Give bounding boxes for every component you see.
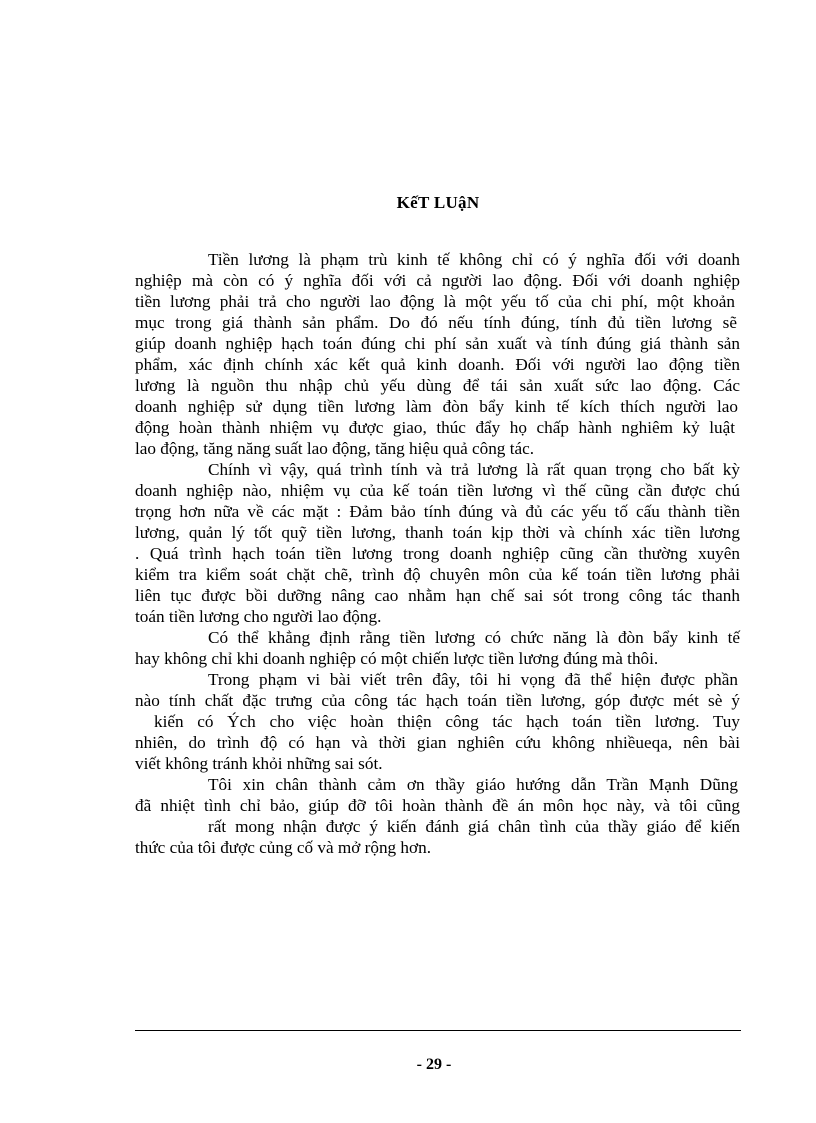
body-line: kiến có Ých cho việc hoàn thiện công tác hạch toán tiền lương. Tuy [154, 712, 740, 731]
footer-rule [135, 1030, 741, 1031]
body-line: lương, quản lý tốt quỹ tiền lương, thanh toán kịp thời và chính xác tiền lương [135, 523, 740, 542]
body-line: liên tục được bồi dưỡng nâng cao nhằm hạn chế sai sót trong công tác thanh [135, 586, 740, 605]
body-line: doanh nghiệp sử dụng tiền lương làm đòn bẩy kinh tế kích thích người lao [135, 397, 738, 416]
body-line: toán tiền lương cho người lao động. [135, 607, 382, 626]
body-line: viết không tránh khỏi những sai sót. [135, 754, 383, 773]
body-line: Trong phạm vi bài viết trên đây, tôi hi vọng đã thể hiện được phần [208, 670, 738, 689]
body-line: kiểm tra kiểm soát chặt chẽ, trình độ chuyên môn của kế toán tiền lương phải [135, 565, 740, 584]
body-line: giúp doanh nghiệp hạch toán đúng chi phí sản xuất và tính đúng giá thành sản [135, 334, 740, 353]
body-line: Tôi xin chân thành cảm ơn thầy giáo hướng dẫn Trần Mạnh Dũng [208, 775, 738, 794]
body-line: lương là nguồn thu nhập chủ yếu dùng để tái sản xuất sức lao động. Các [135, 376, 740, 395]
body-line: thức của tôi được củng cố và mở rộng hơn. [135, 838, 431, 857]
body-line: tiền lương phải trả cho người lao động là một yếu tố của chi phí, một khoản [135, 292, 735, 311]
page-number: - 29 - [416, 1056, 452, 1073]
body-line: doanh nghiệp nào, nhiệm vụ của kế toán tiền lương vì thế cũng cần được chú [135, 481, 740, 500]
body-line: nghiệp mà còn có ý nghĩa đối với cả người lao động. Đối với doanh nghiệp [135, 271, 740, 290]
body-line: mục trong giá thành sản phẩm. Do đó nếu tính đúng, tính đủ tiền lương sẽ [135, 313, 737, 332]
body-line: Tiền lương là phạm trù kinh tế không chỉ có ý nghĩa đối với doanh [208, 250, 740, 269]
body-line: Có thể khẳng định rằng tiền lương có chức năng là đòn bẩy kinh tế [208, 628, 740, 647]
page-title: KếT LUậN [396, 193, 480, 212]
body-line: . Quá trình hạch toán tiền lương trong doanh nghiệp cũng cần thường xuyên [135, 544, 740, 563]
body-line: hay không chỉ khi doanh nghiệp có một chiến lược tiền lương đúng mà thôi. [135, 649, 659, 668]
body-line: đã nhiệt tình chỉ bảo, giúp đỡ tôi hoàn thành đề án môn học này, và tôi cũng [135, 796, 740, 815]
body-line: lao động, tăng năng suất lao động, tăng hiệu quả công tác. [135, 439, 535, 458]
body-line: phẩm, xác định chính xác kết quả kinh doanh. Đối với người lao động tiền [135, 355, 740, 374]
body-line: trọng hơn nữa về các mặt : Đảm bảo tính đúng và đủ các yếu tố cấu thành tiền [135, 502, 740, 521]
body-line: động hoàn thành nhiệm vụ được giao, thúc đẩy họ chấp hành nghiêm kỷ luật [135, 418, 735, 437]
body-line: Chính vì vậy, quá trình tính và trả lương là rất quan trọng cho bất kỳ [208, 460, 740, 479]
body-line: rất mong nhận được ý kiến đánh giá chân tình của thầy giáo để kiến [208, 817, 740, 836]
body-line: nào tính chất đặc trưng của công tác hạch toán tiền lương, góp được mét sè ý [135, 691, 740, 710]
body-line: nhiên, do trình độ có hạn và thời gian nghiên cứu không nhiềueqa, nên bài [135, 733, 740, 752]
